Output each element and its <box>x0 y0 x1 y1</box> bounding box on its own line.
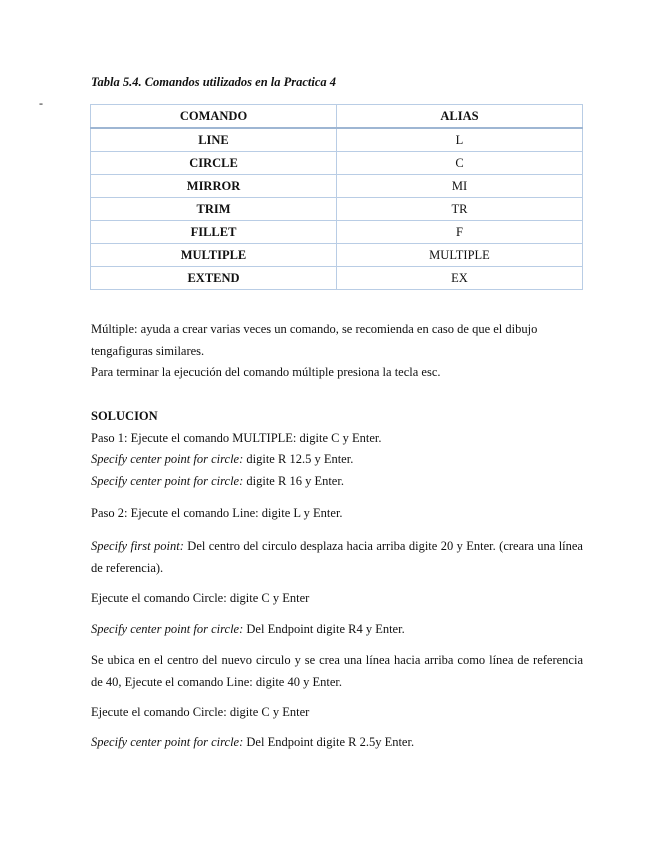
instruction-text: Del centro del circulo desplaza hacia arriba digite 20 y Enter. (creara una línea de referencia). <box>91 539 583 575</box>
table-header-row <box>91 105 583 129</box>
intro-line: tengafiguras similares. <box>91 343 205 358</box>
instruction-text: digite R 16 y Enter. <box>243 473 344 488</box>
alias-cell: L <box>337 128 583 152</box>
step-2: Paso 2: Ejecute el comando Line: digite L y Enter. <box>91 506 343 520</box>
command-prompt: Specify first point: <box>91 539 184 553</box>
alias-cell: EX <box>337 267 583 290</box>
circle-command-line: Ejecute el comando Circle: digite C y Enter <box>91 591 310 605</box>
command-cell: TRIM <box>91 198 337 221</box>
table-row <box>91 152 583 175</box>
command-prompt: Specify center point for circle: <box>91 735 244 749</box>
instruction-paragraph <box>91 536 583 579</box>
instruction-line <box>91 471 583 493</box>
instruction-line <box>91 732 583 754</box>
circle-step-section <box>91 588 583 610</box>
intro-line: Para terminar la ejecución del comando múltiple presiona la tecla esc. <box>91 365 441 379</box>
instruction-text: Del Endpoint digite R4 y Enter. <box>243 622 405 636</box>
instruction-line <box>91 619 583 641</box>
command-prompt: Specify center point for circle: <box>91 622 244 636</box>
table-caption: Tabla 5.4. Comandos utilizados en la Practica 4 <box>91 75 337 89</box>
solution-title: SOLUCION <box>91 409 158 423</box>
alias-cell: MI <box>337 175 583 198</box>
endpoint-r25-section <box>91 732 583 754</box>
new-circle-paragraph: Se ubica en el centro del nuevo circulo y se crea una línea hacia arriba como línea de referencia de 40, Ejecute el comando Line: digite 40 y Enter. <box>91 653 583 689</box>
table-row <box>91 198 583 221</box>
table-row <box>91 244 583 267</box>
command-cell: MULTIPLE <box>91 244 337 267</box>
command-cell: FILLET <box>91 221 337 244</box>
table-row <box>91 128 583 152</box>
command-cell: EXTEND <box>91 267 337 290</box>
alias-cell: F <box>337 221 583 244</box>
command-prompt: Specify center point for circle: <box>91 452 244 466</box>
intro-line: Múltiple: ayuda a crear varias veces un comando, se recomienda en caso de que el dibujo <box>91 322 538 336</box>
first-point-section <box>91 536 583 579</box>
table-row <box>91 221 583 244</box>
command-cell: LINE <box>91 128 337 152</box>
column-header-comando: COMANDO <box>91 105 337 129</box>
instruction-text: digite R 12.5 y Enter. <box>243 452 354 466</box>
intro-section <box>91 319 583 384</box>
table-row <box>91 175 583 198</box>
page-mark: - <box>39 96 43 110</box>
column-header-alias: ALIAS <box>337 105 583 129</box>
endpoint-r4-section <box>91 619 583 641</box>
circle-command-line: Ejecute el comando Circle: digite C y Enter <box>91 705 310 719</box>
circle-step-2-section <box>91 702 583 724</box>
step-1: Paso 1: Ejecute el comando MULTIPLE: digite C y Enter. <box>91 430 382 445</box>
command-cell: CIRCLE <box>91 152 337 175</box>
step-2-section <box>91 503 583 525</box>
alias-cell: TR <box>337 198 583 221</box>
alias-cell: C <box>337 152 583 175</box>
alias-cell: MULTIPLE <box>337 244 583 267</box>
command-cell: MIRROR <box>91 175 337 198</box>
instruction-line <box>91 449 583 471</box>
commands-table <box>90 104 583 290</box>
table-row <box>91 267 583 290</box>
command-prompt: Specify center point for circle: <box>91 473 244 488</box>
solution-section <box>91 406 583 492</box>
new-circle-section <box>91 650 583 693</box>
instruction-text: Del Endpoint digite R 2.5y Enter. <box>243 735 415 749</box>
